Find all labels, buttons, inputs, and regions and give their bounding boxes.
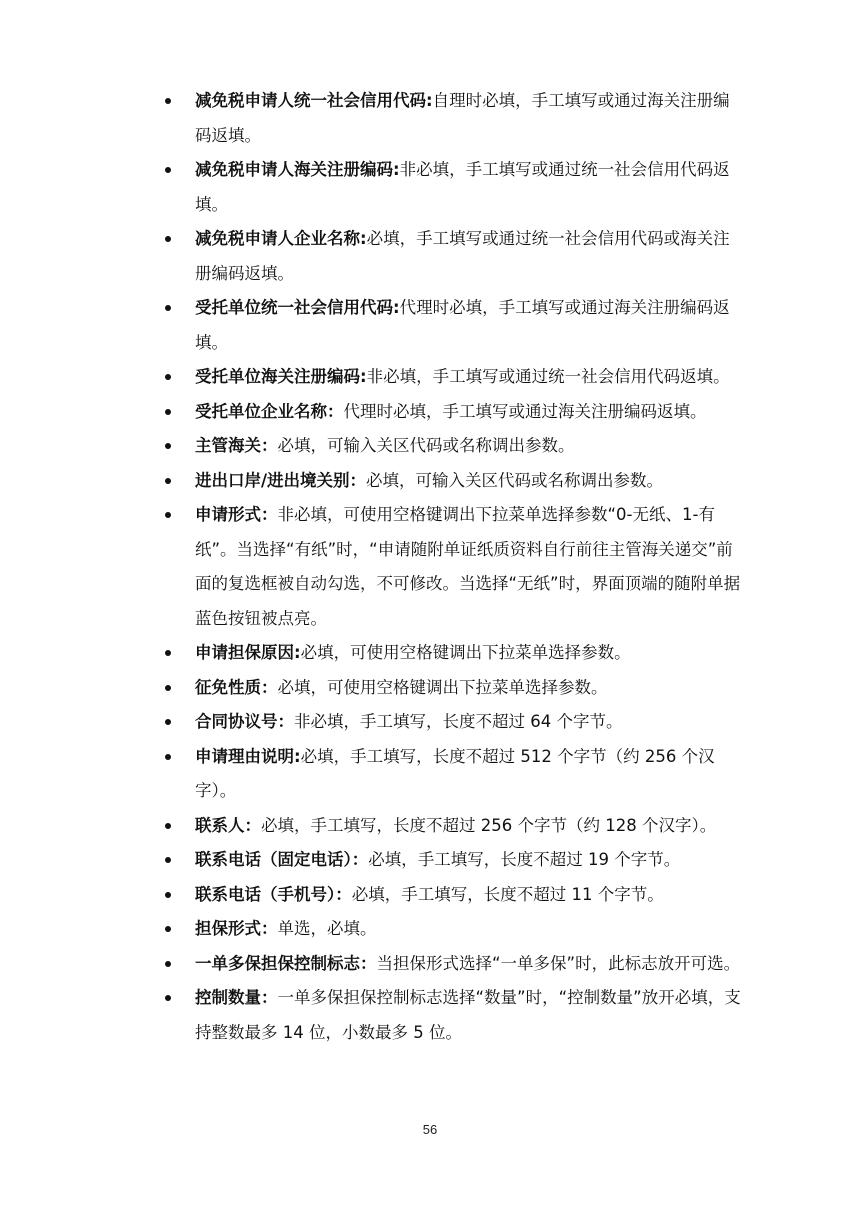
list-item bbox=[163, 84, 743, 153]
list-item bbox=[163, 222, 743, 291]
field-term: 申请担保原因: bbox=[195, 643, 301, 662]
list-item bbox=[163, 705, 743, 740]
bullet-icon bbox=[165, 443, 171, 449]
list-item bbox=[163, 671, 743, 706]
page-number: 56 bbox=[422, 1122, 438, 1137]
bullet-icon bbox=[165, 167, 171, 173]
list-item bbox=[163, 981, 743, 1050]
list-item bbox=[163, 153, 743, 222]
bullet-icon bbox=[165, 926, 171, 932]
field-term: 主管海关： bbox=[195, 436, 278, 455]
field-description: 代理时必填，手工填写或通过海关注册编码返填。 bbox=[343, 401, 707, 421]
field-term: 减免税申请人海关注册编码: bbox=[195, 160, 400, 179]
field-description: 必填，手工填写或通过统一社会信用代码或海关注册编码返填。 bbox=[195, 229, 730, 283]
field-term: 一单多保担保控制标志： bbox=[195, 953, 377, 973]
list-item bbox=[163, 636, 743, 671]
field-term: 担保形式： bbox=[195, 919, 278, 938]
bullet-icon bbox=[165, 305, 171, 311]
bullet-icon bbox=[165, 892, 171, 898]
bullet-icon bbox=[165, 650, 171, 656]
field-term: 受托单位统一社会信用代码: bbox=[195, 298, 400, 317]
field-term: 联系电话（固定电话）： bbox=[195, 850, 369, 869]
bullet-icon bbox=[165, 478, 171, 484]
field-term: 减免税申请人企业名称: bbox=[195, 229, 367, 248]
bullet-icon bbox=[165, 857, 171, 863]
field-description: 自理时必填，手工填写或通过海关注册编码返填。 bbox=[195, 91, 730, 145]
list-item bbox=[163, 291, 743, 360]
field-description: 必填，可使用空格键调出下拉菜单选择参数。 bbox=[300, 643, 631, 662]
list-item bbox=[163, 360, 743, 395]
list-item bbox=[163, 912, 743, 947]
field-description: 必填，可使用空格键调出下拉菜单选择参数。 bbox=[277, 677, 608, 697]
field-term: 联系电话（手机号）： bbox=[195, 884, 352, 904]
bullet-icon bbox=[165, 236, 171, 242]
field-term: 合同协议号： bbox=[195, 712, 294, 731]
bullet-icon bbox=[165, 823, 171, 829]
field-term: 减免税申请人统一社会信用代码: bbox=[195, 91, 433, 110]
bullet-icon bbox=[165, 754, 171, 760]
field-term: 受托单位企业名称： bbox=[195, 401, 344, 421]
bullet-icon bbox=[165, 409, 171, 415]
field-description: 一单多保担保控制标志选择“数量”时，“控制数量”放开必填，支持整数最多 14 位，小数最多 5 位。 bbox=[195, 988, 741, 1042]
field-description: 必填，可输入关区代码或名称调出参数。 bbox=[366, 470, 664, 490]
field-description: 必填，手工填写，长度不超过 256 个字节（约 128 个汉字）。 bbox=[261, 815, 717, 835]
list-item bbox=[163, 498, 743, 636]
field-description: 当担保形式选择“一单多保”时，此标志放开可选。 bbox=[376, 953, 741, 973]
field-term: 受托单位海关注册编码: bbox=[195, 367, 367, 386]
field-description-list bbox=[163, 84, 743, 1050]
bullet-icon bbox=[165, 98, 171, 104]
field-description: 非必填，手工填写或通过统一社会信用代码返填。 bbox=[366, 367, 730, 386]
field-description: 必填，手工填写，长度不超过 19 个字节。 bbox=[368, 850, 681, 869]
field-description: 非必填，手工填写，长度不超过 64 个字节。 bbox=[294, 712, 623, 731]
field-term: 控制数量： bbox=[195, 988, 278, 1007]
list-item bbox=[163, 740, 743, 809]
bullet-icon bbox=[165, 512, 171, 518]
field-description: 必填，手工填写，长度不超过 11 个字节。 bbox=[351, 884, 664, 904]
field-term: 征免性质： bbox=[195, 677, 278, 697]
list-item bbox=[163, 395, 743, 430]
bullet-icon bbox=[165, 374, 171, 380]
field-description: 代理时必填，手工填写或通过海关注册编码返填。 bbox=[195, 298, 730, 352]
field-description: 单选，必填。 bbox=[277, 919, 377, 938]
field-term: 申请理由说明: bbox=[195, 746, 301, 766]
bullet-icon bbox=[165, 961, 171, 967]
bullet-icon bbox=[165, 719, 171, 725]
list-item bbox=[163, 843, 743, 878]
field-term: 进出口岸/进出境关别： bbox=[195, 470, 367, 490]
field-term: 联系人： bbox=[195, 815, 261, 835]
list-item bbox=[163, 947, 743, 982]
bullet-icon bbox=[165, 995, 171, 1001]
field-description: 必填，可输入关区代码或名称调出参数。 bbox=[277, 436, 575, 455]
bullet-icon bbox=[165, 685, 171, 691]
list-item bbox=[163, 464, 743, 499]
field-description: 非必填，手工填写或通过统一社会信用代码返填。 bbox=[195, 160, 730, 214]
list-item bbox=[163, 809, 743, 844]
field-description: 非必填，可使用空格键调出下拉菜单选择参数“0-无纸、1-有纸”。当选择“有纸”时，“申请随附单证纸质资料自行前往主管海关递交”前面的复选框被自动勾选，不可修改。当选择“无纸”时，界面顶端的随附单据蓝色按钮被点亮。 bbox=[195, 505, 741, 628]
list-item bbox=[163, 429, 743, 464]
field-term: 申请形式： bbox=[195, 505, 278, 524]
list-item bbox=[163, 878, 743, 913]
field-description: 必填，手工填写，长度不超过 512 个字节（约 256 个汉字）。 bbox=[195, 746, 715, 800]
